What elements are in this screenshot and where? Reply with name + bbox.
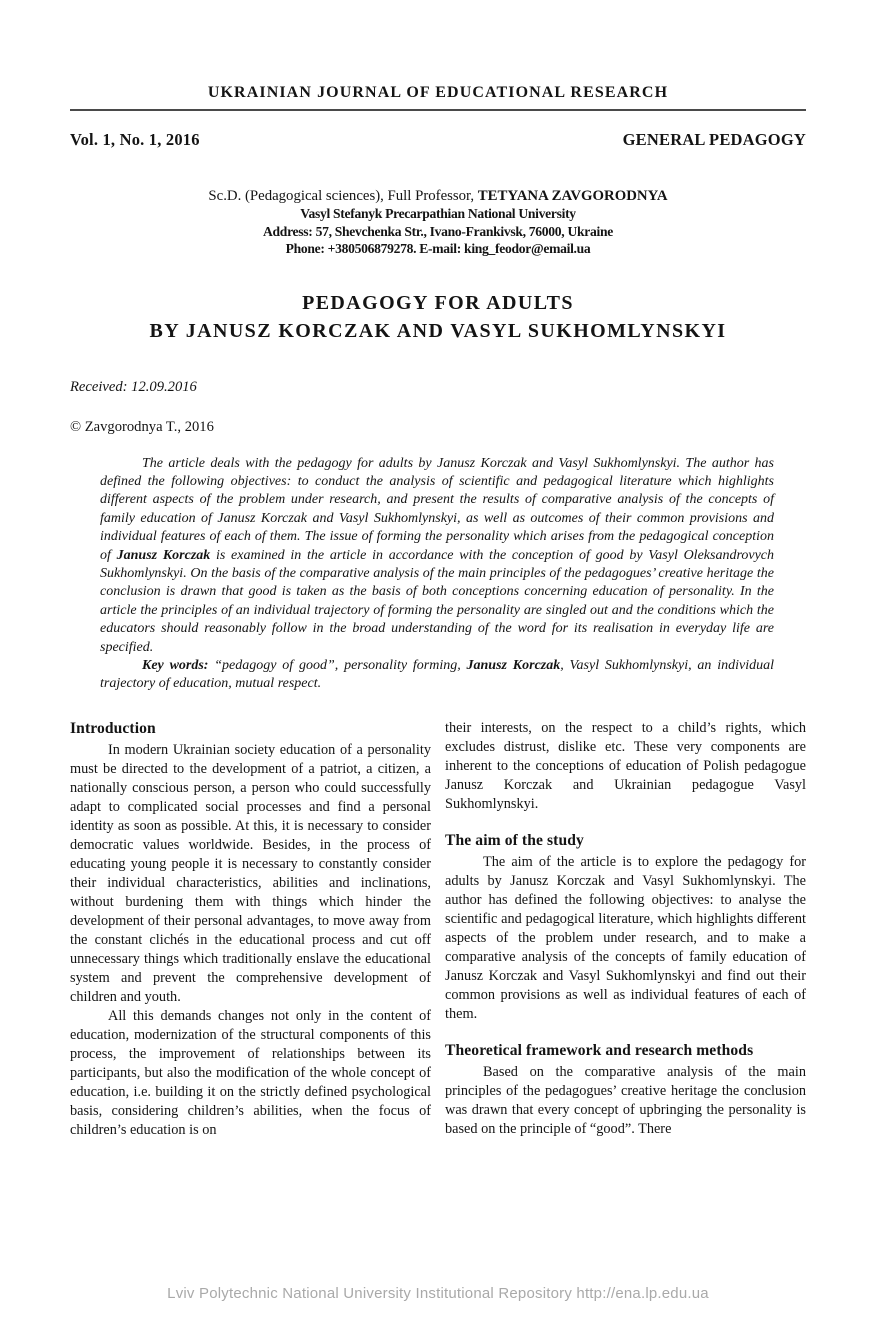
author-contact: Phone: +380506879278. E-mail: king_feodor@email.ua (285, 241, 591, 256)
theoretical-paragraph: Based on the comparative analysis of the main principles of the pedagogues’ creative heritage the conclusion was drawn that every concept of upbringing the personality is based on the principle of “good”. There (445, 1063, 806, 1137)
journal-title: UKRAINIAN JOURNAL OF EDUCATIONAL RESEARCH (207, 84, 669, 101)
heading-introduction: Introduction (70, 719, 156, 737)
received-date: Received: 12.09.2016 (70, 378, 197, 395)
author-address: Address: 57, Shevchenka Str., Ivano-Frankivsk, 76000, Ukraine (263, 223, 613, 239)
keywords-label: Key words: (142, 657, 209, 673)
introduction-continuation: their interests, on the respect to a child’s rights, which excludes distrust, dislike etc. These very components are inherent to the conceptions of education of Polish pedagogue Janusz Korczak and Ukrainian pedagogue Vasyl Sukhomlynskyi. (445, 719, 806, 812)
keywords-text-2: , Vasyl Sukhomlynskyi, an individual trajectory of education, mutual respect. (100, 657, 774, 692)
author-name: TETYANA ZAVGORODNYA (477, 188, 668, 204)
volume-label: Vol. 1, No. 1, 2016 (70, 130, 200, 149)
author-affiliation: Vasyl Stefanyk Precarpathian National University (300, 206, 576, 221)
article-title (70, 289, 806, 345)
section-label: GENERAL PEDAGOGY (622, 130, 806, 149)
right-column (445, 719, 806, 1140)
header-meta-row (70, 130, 806, 150)
heading-theoretical-framework: Theoretical framework and research methods (445, 1041, 754, 1059)
abstract-bold-name: Janusz Korczak (116, 547, 211, 563)
article-title-line1: PEDAGOGY FOR ADULTS (302, 291, 574, 314)
keywords-text-1: “pedagogy of good”, personality forming, (208, 657, 467, 673)
heading-aim: The aim of the study (445, 831, 584, 849)
keywords-bold-name: Janusz Korczak (466, 657, 561, 673)
keywords-paragraph (100, 657, 774, 694)
abstract-block (100, 455, 774, 694)
header-rule (70, 109, 806, 111)
abstract-paragraph (100, 455, 774, 657)
introduction-paragraph-1: In modern Ukrainian society education of a personality must be directed to the development of a patriot, a citizen, a nationally conscious person, a person who could successfully adapt to complicated social processes and find a personal identity as soon as possible. At this, it is necessary to consider democratic values worldwide. Besides, in the process of educating young people it is necessary to constantly consider their individual characteristics, abilities and inclinations, without burdening them with things which hinder the development of their personal advantages, to move away from the constant clichés in the educational process and cut off unnecessary things which traditionally enslave the educational system and prevent the comprehensive development of children and youth. (70, 741, 431, 1005)
journal-page (0, 84, 876, 1140)
aim-paragraph: The aim of the article is to explore the pedagogy for adults by Janusz Korczak and Vasyl Sukhomlynskyi. The author has defined the following objectives: to analyse the scientific and pedagogical literature, which highlights different aspects of the problem under research, and to make a comparative analysis of the concepts of family education of Janusz Korczak and Vasyl Sukhomlynskyi and find out their common provisions as well as individual features of each of them. (445, 853, 806, 1022)
author-degree: Sc.D. (Pedagogical sciences), Full Professor, (208, 188, 478, 204)
copyright-line: © Zavgorodnya T., 2016 (70, 418, 214, 435)
author-degree-line (70, 188, 806, 205)
abstract-text-1: The article deals with the pedagogy for adults by Janusz Korczak and Vasyl Sukhomlynskyi. The author has defined the following objectives: to conduct the analysis of scientific and pedagogical literature which highlights different aspects of the problem under research, and present the results of comparative analysis of the concepts of family education of Janusz Korczak and Vasyl Sukhomlynskyi, as well as outcomes of their common provisions and individual features of each of them. The issue of forming the personality which arises from the pedagogical conception of (100, 455, 774, 563)
author-block (70, 188, 806, 258)
introduction-paragraph-2: All this demands changes not only in the content of education, modernization of the structural components of this process, the improvement of relationships between its participants, but also the modification of the whole concept of education, i.e. building it on the strictly defined psychological basis, considering children’s abilities, when the focus of children’s education is on (70, 1007, 431, 1138)
repository-footer: Lviv Polytechnic National University Institutional Repository http://ena.lp.edu.ua (167, 1285, 709, 1302)
article-title-line2: BY JANUSZ KORCZAK AND VASYL SUKHOMLYNSKYI (149, 319, 727, 342)
abstract-text-2: is examined in the article in accordance with the conception of good by Vasyl Oleksandrovych Sukhomlynskyi. On the basis of the comparative analysis of the main principles of the pedagogues’ creative heritage the conclusion is drawn that good is taken as the basis of both conceptions concerning education of personality. In the article the principles of an individual trajectory of forming the personality are singled out and the conditions which the educators should reasonably follow in the broad understanding of the word for its realisation in everyday life are specified. (100, 547, 775, 655)
two-column-body (70, 719, 806, 1140)
left-column (70, 719, 431, 1140)
